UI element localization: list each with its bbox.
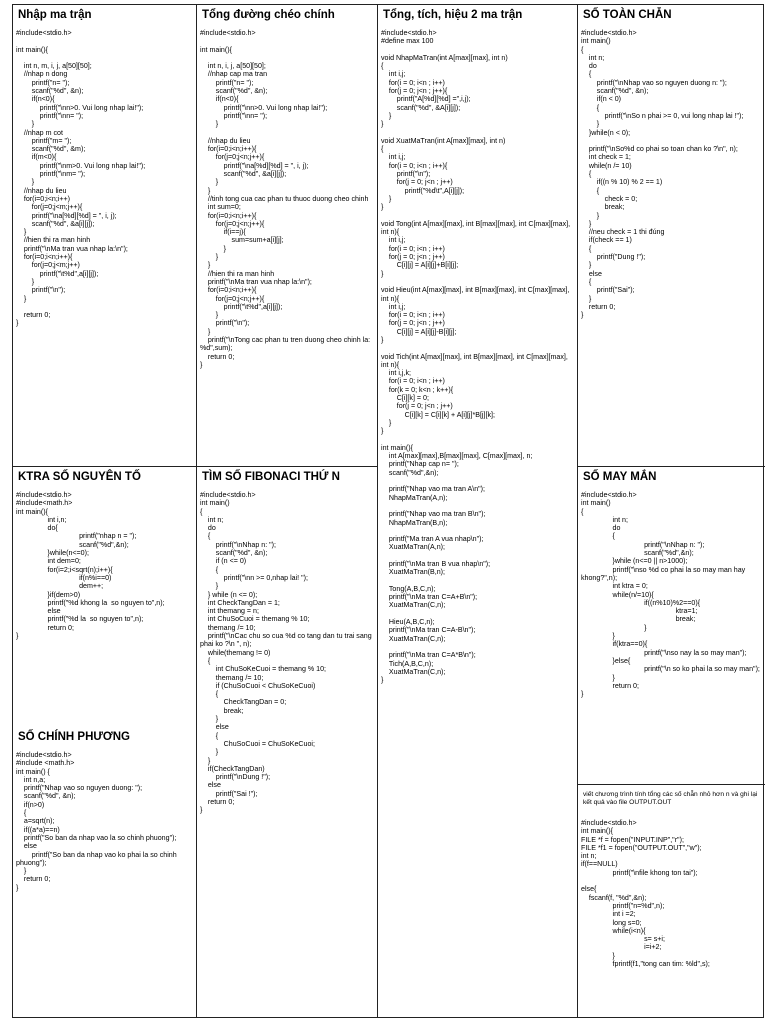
section-title: SỐ TOÀN CHẴN (583, 9, 672, 21)
code-block: #include<stdio.h> int main() { int n; do { printf("\nNhap vao so nguyen duong n: "); scanf("%d", &n); if(n < 0) { printf("\nSo n phai >= 0, vui long nhap lai !"); } }while(n < 0); printf("\nSo%d co phai so toan chan ko ?\n", n); int check = 1; while(n /= 10) { if((n % 10) % 2 == 1) { check = 0; break; } } //neu check = 1 thi đúng if(check == 1) { printf("Dung !"); } else { printf("Sai"); } return 0; } (581, 29, 744, 320)
code-block: #include<stdio.h> int main() { int n; do { printf("\nNhap n: "); scanf("%d",&n); }while (n<=0 || n>1000); printf("\nso %d co phai la so may man hay khong?",n); int ktra = 0; while(n/=10){ if((n%10)%2==0){ ktra=1; break; } } if(ktra==0){ printf("\nso nay la so may man"); }else{ printf("\n so ko phai la so may man"); } return 0; } (581, 491, 760, 699)
code-block: #include<stdio.h> #include<math.h> int main(){ int i,n; do{ printf("nhap n = "); scanf("%d",&n); }while(n<=0); int dem=0; for(i=2;i<sqrt(n);i++){ if(n%i==0) dem++; }if(dem>0) printf("%d khong la so nguyen to",n); else printf("%d la so nguyen to",n); return 0; } (16, 491, 165, 641)
code-block: #include<stdio.h> #define max 100 void NhapMaTran(int A[max][max], int n) { int i,j; for(i = 0; i<n ; i++) for(j = 0; j<n ; j++){ printf("A[%d][%d] =",i,j); scanf("%d", &A[i][j]); } } void XuatMaTran(int A[max][max], int n) { int i,j; for(i = 0; i<n ; i++){ printf("\n"); for(j = 0; j<n ; j++) printf("%d\t",A[i][j]); } } void Tong(int A[max][max], int B[max][max], int C[max][max], int n){ int i,j; for(i = 0; i<n ; i++) for(j = 0; j<n ; j++) C[i][j] = A[i][j]+B[i][j]; } void Hieu(int A[max][max], int B[max][max], int C[max][max], int n){ int i,j; for(i = 0; i<n ; i++) for(j = 0; j<n ; j++) C[i][j] = A[i][j]-B[i][j]; } void Tich(int A[max][max], int B[max][max], int C[max][max], int n){ int i,j,k; for(i = 0; i<n ; i++) for(k = 0; k<n ; k++){ C[i][k] = 0; for(j = 0; j<n ; j++) C[i][k] = C[i][k] + A[i][j]*B[j][k]; } } int main(){ int A[max][max],B[max][max], C[max][max], n; printf("Nhap cap n= "); scanf("%d",&n); printf("Nhap vao ma tran A\n"); NhapMaTran(A,n); printf("Nhap vao ma tran B\n"); NhapMaTran(B,n); printf("Ma tran A vua nhap\n"); XuatMaTran(A,n); printf("\nMa tran B vua nhap\n"); XuatMaTran(B,n); Tong(A,B,C,n); printf("\nMa tran C=A+B\n"); XuatMaTran(C,n); Hieu(A,B,C,n); printf("\nMa tran C=A-B\n"); XuatMaTran(C,n); printf("\nMa tran C=A*B\n"); Tich(A,B,C,n); XuatMaTran(C,n); } (381, 29, 571, 685)
code-block: #include<stdio.h> int main(){ int n, i, j, a[50][50]; //nhap cap ma tran printf("n= "); scanf("%d", &n); if(n<0){ printf("\nn>0. Vui long nhap lai!"); printf("\nn= "); } //nhap du lieu for(i=0;i<n;i++){ for(j=0;j<n;j++){ printf("\na[%d][%d] = ", i, j); scanf("%d", &a[i][j]); } } //tinh tong cua cac phan tu thuoc duong cheo chinh int sum=0; for(i=0;i<n;i++){ for(j=0;j<n;j++){ if(i==j){ sum=sum+a[i][j]; } } } //hien thi ra man hinh printf("\nMa tran vua nhap la:\n"); for(i=0;i<n;i++){ for(j=0;j<n;j++){ printf("\t%d",a[i][j]); } printf("\n"); } printf("\nTong cac phan tu tren duong cheo chinh la: %d",sum); return 0; } (200, 29, 371, 369)
section-so-may-man (578, 467, 765, 783)
code-block: #include<stdio.h> int main(){ FILE *f = fopen("INPUT.INP","r"); FILE *f1 = fopen("OUTPUT.OUT","w"); int n; if(f==NULL) printf("\nfile khong ton tai"); else{ fscanf(f, "%d",&n); printf("n=%d",n); int i =2; long s=0; while(i<n){ s= s+i; i=i+2; } fprintf(f1,"tong can tim: %ld",s); (581, 819, 710, 969)
problem-statement: viết chương trình tính tổng các số chẵn nhỏ hơn n và ghi lại kết quả vào file OUTPUT.OUT (583, 791, 758, 806)
section-tinh-tong-file (578, 785, 765, 1017)
section-tong-tich-hieu (378, 5, 577, 1017)
section-nhap-ma-tran (13, 5, 196, 465)
section-kiem-tra-so-nguyen-to (13, 467, 196, 717)
section-title: KTRA SỐ NGUYÊN TỐ (18, 471, 141, 483)
code-block: #include<stdio.h> int main() { int n; do { printf("\nNhap n: "); scanf("%d", &n); if (n <= 0) { printf("\nn >= 0,nhap lai! "); } } while (n <= 0); int CheckTangDan = 1; int themang = n; int ChuSoCuoi = themang % 10; themang /= 10; printf("\nCac chu so cua %d co tang dan tu trai sang phai ko ?\n ", n); while(themang != 0) { int ChuSoKeCuoi = themang % 10; themang /= 10; if (ChuSoCuoi < ChuSoKeCuoi) { CheckTangDan = 0; break; } else { ChuSoCuoi = ChuSoKeCuoi; } } if(CheckTangDan) printf("\nDung !"); else printf("Sai !"); return 0; } (200, 491, 372, 815)
section-title: TÌM SỐ FIBONACI THỨ N (202, 471, 340, 483)
section-so-toan-chan (578, 5, 765, 465)
section-so-chinh-phuong (13, 727, 196, 1017)
code-block: #include<stdio.h> #include <math.h> int main() { int n,a; printf("Nhap vao so nguyen duong: "); scanf("%d", &n); if(n>0) { a=sqrt(n); if((a*a)==n) printf("So ban da nhap vao la so chinh phuong"); else printf("So ban da nhap vao ko phai la so chinh phuong"); } return 0; } (16, 751, 177, 892)
section-tong-duong-cheo (197, 5, 377, 465)
section-fibonaci (197, 467, 377, 1017)
cheat-sheet (12, 4, 764, 1018)
section-title: Tổng, tích, hiệu 2 ma trận (383, 9, 523, 21)
section-title: SỐ MAY MẮN (583, 471, 657, 483)
section-title: SỐ CHÍNH PHƯƠNG (18, 731, 130, 743)
code-block: #include<stdio.h> int main(){ int n, m, i, j, a[50][50]; //nhap n dong printf("n= "); scanf("%d", &n); if(n<0){ printf("\nn>0. Vui long nhap lai!"); printf("\nn= "); } //nhap m cot printf("m= "); scanf("%d", &m); if(m<0){ printf("\nm>0. Vui long nhap lai!"); printf("\nm= "); } //nhap du lieu for(i=0;i<n;i++) for(j=0;j<m;j++){ printf("\na[%d][%d] = ", i, j); scanf("%d", &a[i][j]); } //hien thi ra man hinh printf("\nMa tran vua nhap la:\n"); for(i=0;i<n;i++){ for(j=0;j<m;j++) printf("\t%d",a[i][j]); } printf("\n"); } return 0; } (16, 29, 146, 328)
section-title: Nhập ma trận (18, 9, 92, 21)
section-title: Tổng đường chéo chính (202, 9, 335, 21)
